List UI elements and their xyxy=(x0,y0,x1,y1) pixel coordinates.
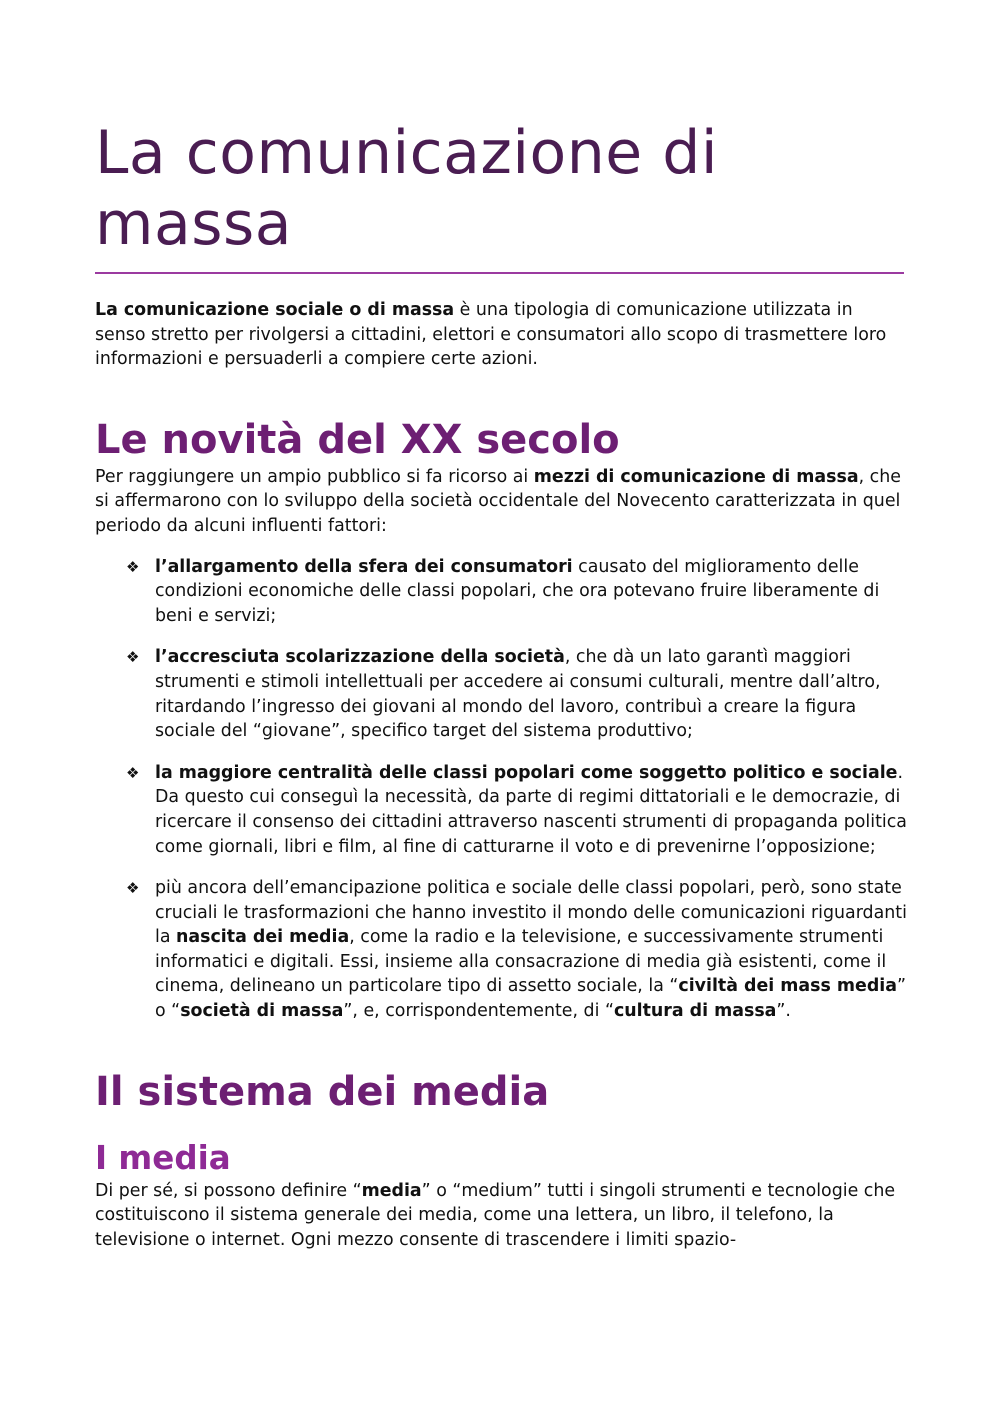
intro-paragraph xyxy=(95,298,907,372)
intro-text: è una tipologia di comunicazione utilizzata in senso stretto per rivolgersi a cittadini, elettori e consumatori allo scopo di trasmettere loro informazioni e persuaderli a compiere certe azioni. xyxy=(95,300,887,370)
list-item-bold: cultura di massa xyxy=(613,1001,777,1022)
list-item xyxy=(95,555,907,629)
list-item-text: , come la radio e la televisione, e successivamente strumenti informatici e digitali. Essi, insieme alla consacrazione di media già esistenti, come il cinema, delineano un particolare tipo di assetto sociale, la “ xyxy=(155,927,887,997)
list-item-bold: nascita dei media xyxy=(176,927,350,948)
section1-text-b: , che si affermarono con lo sviluppo della società occidentale del Novecento caratterizzata in quel periodo da alcuni influenti fattori: xyxy=(95,466,901,536)
title-divider xyxy=(95,272,904,274)
diamond-bullet-icon: ❖ xyxy=(126,557,140,576)
subsection-heading-media: I media xyxy=(95,1138,231,1177)
factors-list xyxy=(95,555,907,1024)
list-item-text: ” o “ xyxy=(155,976,906,1022)
section1-bold: mezzi di comunicazione di massa xyxy=(533,466,859,487)
diamond-bullet-icon: ❖ xyxy=(126,763,140,782)
list-item-text: , che dà un lato garantì maggiori strumenti e stimoli intellettuali per accedere ai consumi culturali, mentre dall’altro, ritardando l’ingresso dei giovani al mondo del lavoro, contribuì a creare la figura sociale del “giovane”, specifico target del sistema produttivo; xyxy=(155,647,881,742)
title-line-2: massa xyxy=(95,189,293,259)
list-item-text: causato del miglioramento delle condizioni economiche delle classi popolari, che ora potevano fruire liberamente di beni e servizi; xyxy=(155,556,880,626)
list-item xyxy=(95,876,907,1024)
title-line-1: La comunicazione di xyxy=(95,118,719,188)
list-item-bold: l’allargamento della sfera dei consumatori xyxy=(155,556,573,577)
section1-paragraph xyxy=(95,465,907,539)
document-page xyxy=(95,118,907,1252)
intro-bold: La comunicazione sociale o di massa xyxy=(95,300,455,320)
list-item-bold: società di massa xyxy=(180,1001,344,1022)
list-item-bold: la maggiore centralità delle classi popolari come soggetto politico e sociale xyxy=(155,762,898,783)
list-item xyxy=(95,645,907,743)
list-item-text: più ancora dell’emancipazione politica e sociale delle classi popolari, però, sono state cruciali le trasformazioni che hanno investito il mondo delle comunicazioni riguardanti la xyxy=(155,878,907,948)
list-item xyxy=(95,761,907,859)
list-item-bold: civiltà dei mass media xyxy=(678,976,897,997)
list-item-text: ”. xyxy=(776,1001,791,1022)
document-title xyxy=(95,118,907,260)
section-heading-sistema-media: Il sistema dei media xyxy=(95,1068,550,1115)
list-item-bold: l’accresciuta scolarizzazione della società xyxy=(155,647,565,668)
section2-text-a: Di per sé, si possono definire “ xyxy=(95,1180,362,1201)
section2-bold: media xyxy=(361,1180,422,1201)
list-item-text: ”, e, corrispondentemente, di “ xyxy=(343,1001,614,1022)
section1-text-a: Per raggiungere un ampio pubblico si fa ricorso ai xyxy=(95,466,534,487)
list-item-text: . Da questo cui conseguì la necessità, da parte di regimi dittatoriali e le democrazie, di ricercare il consenso dei cittadini attraverso nascenti strumenti di propaganda politica come giornali, libri e film, al fine di catturarne il voto e di prevenirne l’opposizione; xyxy=(155,762,907,857)
diamond-bullet-icon: ❖ xyxy=(126,648,140,667)
section2-text-b: ” o “medium” tutti i singoli strumenti e tecnologie che costituiscono il sistema generale dei media, come una lettera, un libro, il telefono, la televisione o internet. Ogni mezzo consente di trascendere i limiti spazio- xyxy=(95,1180,896,1250)
diamond-bullet-icon: ❖ xyxy=(126,879,140,898)
section2-paragraph xyxy=(95,1179,907,1253)
section-heading-novita: Le novità del XX secolo xyxy=(95,416,620,463)
